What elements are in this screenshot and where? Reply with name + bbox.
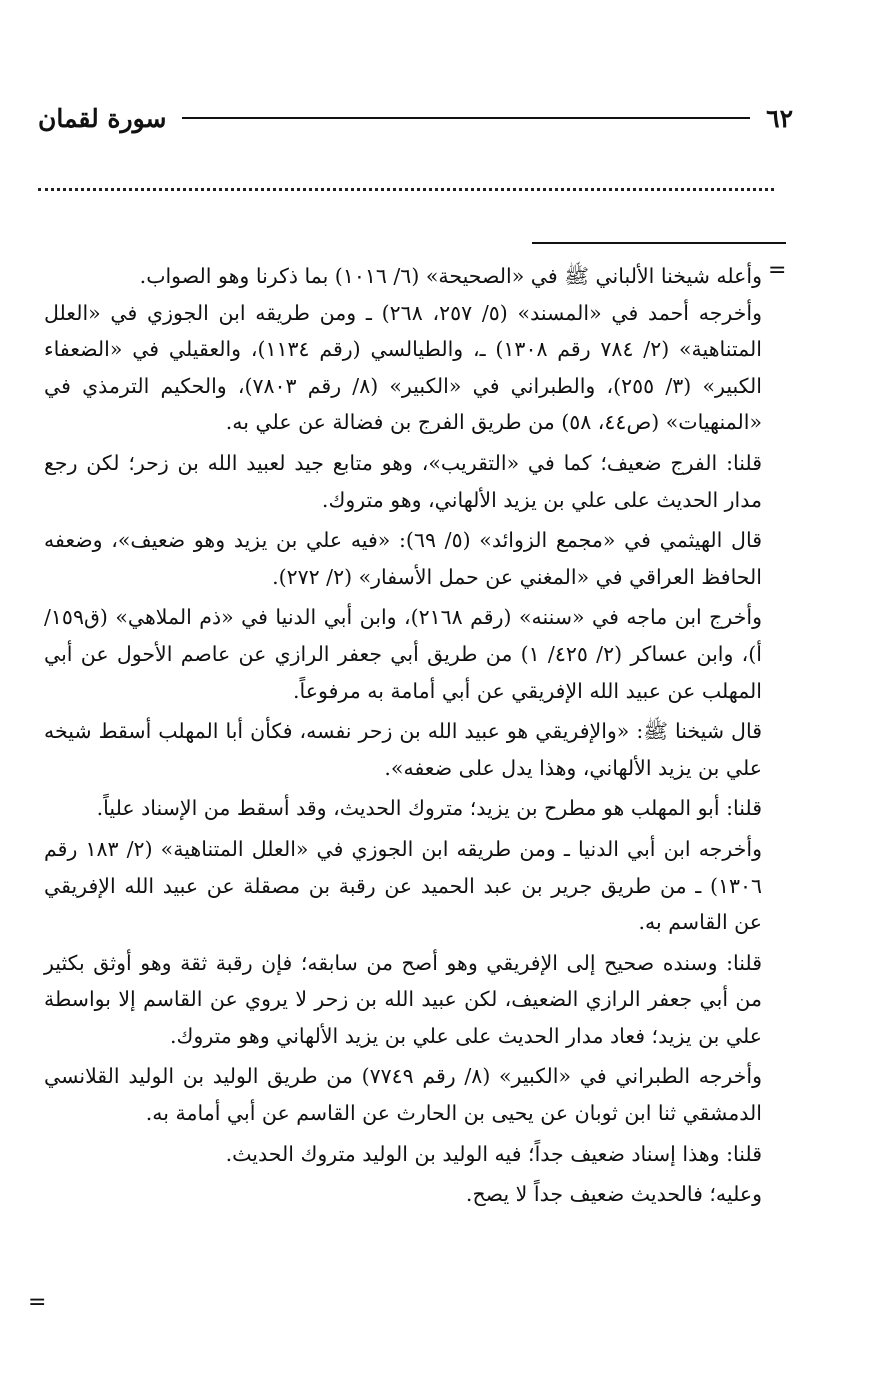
- page-number: ٦٢: [766, 103, 793, 133]
- footnote-paragraph: قلنا: وهذا إسناد ضعيف جداً؛ فيه الوليد بن الوليد متروك الحديث.: [225, 1141, 762, 1166]
- continuation-mark-top: =: [768, 258, 787, 283]
- footnote-paragraph: قلنا: أبو المهلب هو مطرح بن يزيد؛ متروك الحديث، وقد أسقط من الإسناد علياً.: [96, 796, 762, 821]
- header-rule: [182, 117, 750, 119]
- footnote-rule: [532, 242, 786, 244]
- footnote-paragraph: وأخرجه الطبراني في «الكبير» (٨/ رقم ٧٧٤٩) من طريق الوليد بن الوليد القلانسي الدمشقي ثنا ابن ثوبان عن يحيى بن الحارث عن القاسم عن أبي أمامة به.: [44, 1064, 763, 1126]
- footnote-paragraph: وأخرج ابن ماجه في «سننه» (رقم ٢١٦٨)، وابن أبي الدنيا في «ذم الملاهي» (ق١٥٩/ أ)، وابن عساكر (٢/ ٤٢٥/ ١) من طريق أبي جعفر الرازي عن عاصم الأحول عن أبي المهلب عن عبيد الله الإفريقي عن أبي أمامة به مرفوعاً.: [44, 605, 762, 703]
- footnote-body: [44, 258, 762, 1213]
- main-text-separator: [38, 188, 774, 191]
- footnote-paragraph: قلنا: الفرج ضعيف؛ كما في «التقريب»، وهو متابع جيد لعبيد الله بن زحر؛ لكن رجع مدار الحديث على علي بن يزيد الألهاني، وهو متروك.: [44, 450, 762, 512]
- footnote-paragraph: وعليه؛ فالحديث ضعيف جداً لا يصح.: [465, 1182, 762, 1207]
- running-title: سورة لقمان: [38, 103, 167, 133]
- footnote-paragraph: وأخرجه أحمد في «المسند» (٥/ ٢٥٧، ٢٦٨) ـ ومن طريقه ابن الجوزي في «العلل المتناهية» (٢/ ٧٨٤ رقم ١٣٠٨) ـ، والطيالسي (رقم ١١٣٤)، والعقيلي في «الضعفاء الكبير» (٣/ ٢٥٥)، والطبراني في «الكبير» (٨/ رقم ٧٨٠٣)، والحكيم الترمذي في «المنهيات» (ص٤٤، ٥٨) من طريق الفرج بن فضالة عن علي به.: [44, 300, 762, 435]
- footnote-paragraph: قال الهيثمي في «مجمع الزوائد» (٥/ ٦٩): «فيه علي بن يزيد وهو ضعيف»، وضعفه الحافظ العراقي في «المغني عن حمل الأسفار» (٢/ ٢٧٢).: [44, 528, 762, 589]
- footnote-paragraph: وأعله شيخنا الألباني ﷺ في «الصحيحة» (٦/ ١٠١٦) بما ذكرنا وهو الصواب.: [139, 264, 762, 288]
- page-header: [38, 96, 793, 140]
- continuation-mark-bottom: =: [28, 1290, 47, 1315]
- footnote-paragraph: قال شيخنا ﷺ: «والإفريقي هو عبيد الله بن زحر نفسه، فكأن أبا المهلب أسقط شيخه علي بن يزيد الألهاني، وهذا يدل على ضعفه».: [44, 719, 762, 780]
- footnote-paragraph: قلنا: وسنده صحيح إلى الإفريقي وهو أصح من سابقه؛ فإن رقبة ثقة وهو أوثق بكثير من أبي جعفر الرازي الضعيف، لكن عبيد الله بن زحر لا يروي عن القاسم إلا بواسطة علي بن يزيد؛ فعاد مدار الحديث على علي بن يزيد الألهاني وهو متروك.: [44, 950, 762, 1048]
- footnote-paragraph: وأخرجه ابن أبي الدنيا ـ ومن طريقه ابن الجوزي في «العلل المتناهية» (٢/ ١٨٣ رقم ١٣٠٦) ـ من طريق جرير بن عبد الحميد عن رقبة بن مصقلة عن عبيد الله الإفريقي عن القاسم به.: [44, 836, 762, 935]
